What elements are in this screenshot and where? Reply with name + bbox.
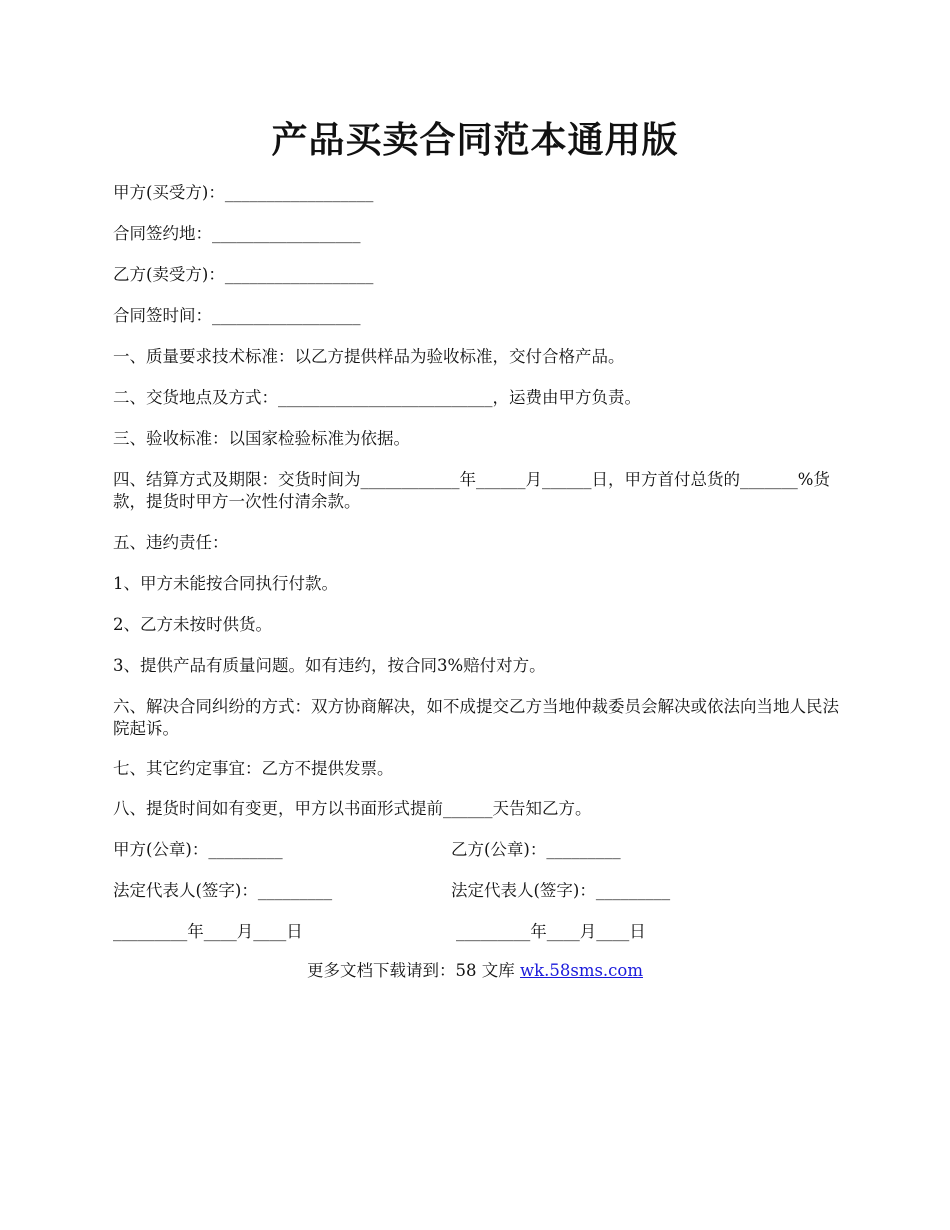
liability-item: 1、甲方未能按合同执行付款。 [113, 574, 338, 593]
representative-party-b: 法定代表人(签字)：_________ [451, 881, 671, 900]
seal-party-a: 甲方(公章)：_________ [113, 840, 283, 859]
party-a-field: 甲方(买受方)：__________________ [113, 183, 374, 202]
sign-place-field: 合同签约地：__________________ [113, 224, 361, 243]
liability-item: 2、乙方未按时供货。 [113, 615, 272, 634]
clause-other: 七、其它约定事宜：乙方不提供发票。 [113, 759, 394, 778]
clause-change: 八、提货时间如有变更，甲方以书面形式提前______天告知乙方。 [113, 799, 592, 818]
liability-item: 3、提供产品有质量问题。如有违约，按合同3%赔付对方。 [113, 656, 546, 675]
sign-time-field: 合同签时间：__________________ [113, 306, 361, 325]
footer-link[interactable]: wk.58sms.com [519, 961, 643, 980]
clause-settlement: 四、结算方式及期限：交货时间为____________年______月______日，甲方首付总货的_______%货款，提货时甲方一次性付清余款。 [113, 470, 830, 511]
representative-party-a: 法定代表人(签字)：_________ [113, 881, 333, 900]
date-party-b: _________年____月____日 [456, 922, 646, 941]
clause-dispute: 六、解决合同纠纷的方式：双方协商解决，如不成提交乙方当地仲裁委员会解决或依法向当地人民法院起诉。 [113, 697, 839, 738]
clause-quality: 一、质量要求技术标准：以乙方提供样品为验收标准，交付合格产品。 [113, 347, 625, 366]
clause-liability-heading: 五、违约责任： [113, 533, 229, 552]
footer [0, 960, 950, 982]
seal-party-b: 乙方(公章)：_________ [451, 840, 621, 859]
footer-text: 更多文档下载请到：58 文库 [306, 961, 520, 980]
date-party-a: _________年____月____日 [113, 922, 303, 941]
document-title: 产品买卖合同范本通用版 [271, 119, 679, 161]
party-b-field: 乙方(卖受方)：__________________ [113, 265, 374, 284]
clause-acceptance: 三、验收标准：以国家检验标准为依据。 [113, 429, 410, 448]
clause-delivery: 二、交货地点及方式：__________________________，运费由甲方负责。 [113, 388, 641, 407]
